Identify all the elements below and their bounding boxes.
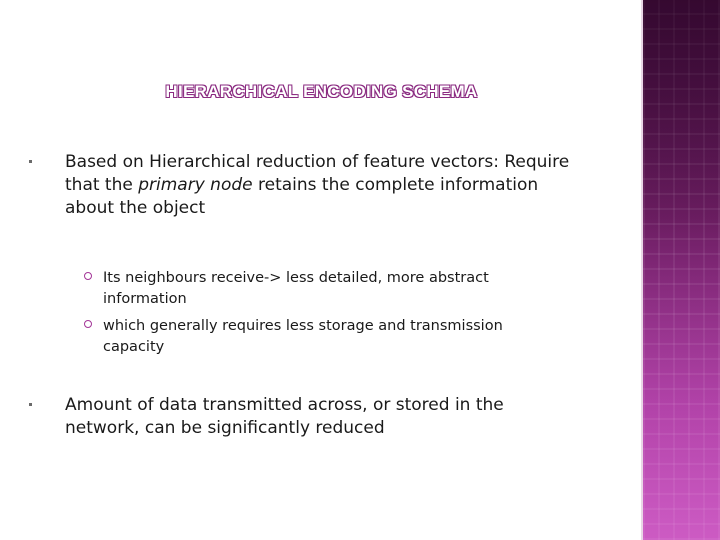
sub-bullet-item bbox=[84, 268, 554, 310]
bullet-text: Amount of data transmitted across, or stored in the network, can be significantly reduced bbox=[65, 395, 504, 438]
bullet-text-end: retains the complete information about the object bbox=[65, 175, 539, 218]
circle-bullet-icon bbox=[84, 320, 92, 328]
circle-bullet-icon bbox=[84, 272, 92, 280]
sub-bullet-item bbox=[84, 316, 554, 358]
square-bullet-icon bbox=[29, 160, 32, 163]
sub-bullet-text: which generally requires less storage and transmission capacity bbox=[103, 318, 503, 355]
bullet-text-start: Based on Hierarchical reduction of feature vectors: Require that the bbox=[65, 152, 570, 195]
decorative-side-panel bbox=[643, 0, 720, 540]
square-bullet-icon bbox=[29, 403, 32, 406]
bullet-text bbox=[65, 151, 589, 220]
sub-bullet-text: Its neighbours receive-> less detailed, more abstract information bbox=[103, 270, 489, 307]
bullet-item bbox=[29, 394, 549, 440]
slide-title: HIERARCHICAL ENCODING SCHEMA bbox=[165, 82, 478, 101]
bullet-emphasis: primary node bbox=[138, 175, 253, 195]
bullet-item bbox=[29, 151, 589, 220]
